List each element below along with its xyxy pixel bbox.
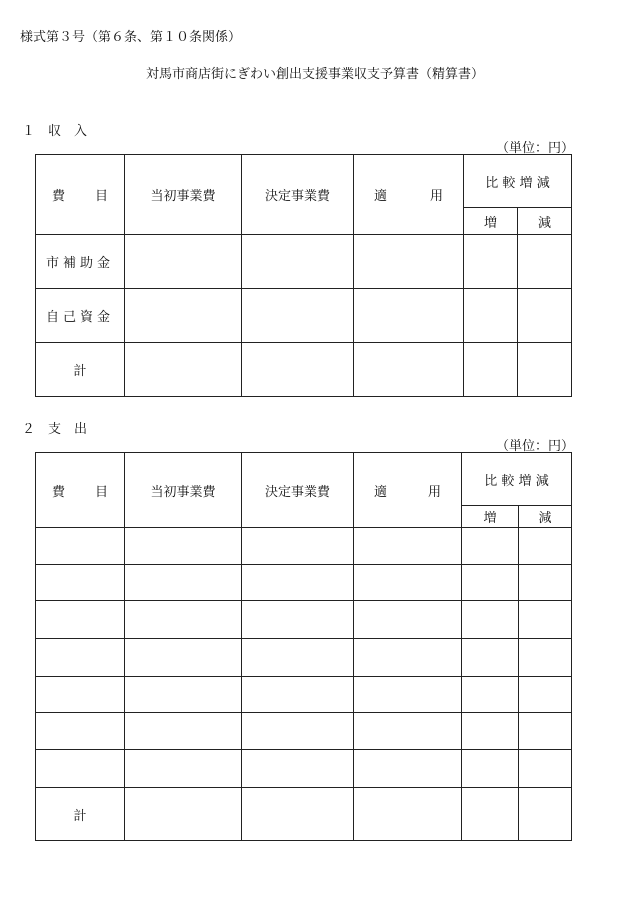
table-cell[interactable]	[242, 343, 354, 397]
table-row	[36, 343, 572, 397]
income-header-decrease: 減	[518, 208, 572, 235]
table-cell[interactable]	[125, 677, 242, 713]
table-cell[interactable]	[354, 713, 462, 750]
table-cell[interactable]	[518, 343, 572, 397]
income-row-label: 自己資金	[36, 289, 125, 343]
table-row	[36, 750, 572, 788]
table-cell[interactable]	[36, 528, 125, 565]
table-row	[36, 788, 572, 841]
table-cell[interactable]	[519, 601, 572, 639]
table-row	[36, 289, 572, 343]
table-cell[interactable]	[519, 565, 572, 601]
table-row	[36, 713, 572, 750]
table-cell[interactable]	[36, 565, 125, 601]
expense-unit-label: （単位：円）	[496, 439, 575, 454]
table-cell[interactable]	[462, 601, 519, 639]
table-cell[interactable]	[519, 677, 572, 713]
table-row	[36, 235, 572, 289]
table-cell[interactable]	[242, 528, 354, 565]
table-cell[interactable]	[519, 713, 572, 750]
income-row-label: 市補助金	[36, 235, 125, 289]
income-header-increase: 増	[464, 208, 518, 235]
income-unit-label: （単位：円）	[496, 141, 575, 156]
table-cell[interactable]	[125, 639, 242, 677]
table-cell[interactable]	[354, 750, 462, 788]
income-header-decided-cost: 決定事業費	[242, 155, 354, 235]
expense-header-increase: 増	[462, 506, 519, 528]
table-cell[interactable]	[125, 289, 242, 343]
table-cell[interactable]	[36, 601, 125, 639]
table-cell[interactable]	[462, 528, 519, 565]
table-cell[interactable]	[462, 713, 519, 750]
table-cell[interactable]	[242, 601, 354, 639]
form-number: 様式第３号（第６条、第１０条関係）	[20, 30, 242, 45]
income-section-title: １ 収 入	[22, 124, 88, 139]
table-cell[interactable]	[519, 528, 572, 565]
expense-section-title: ２ 支 出	[22, 422, 88, 437]
table-row	[36, 565, 572, 601]
table-cell[interactable]	[36, 750, 125, 788]
expense-header-initial-cost: 当初事業費	[125, 453, 242, 528]
table-cell[interactable]	[242, 235, 354, 289]
table-cell[interactable]	[242, 565, 354, 601]
table-cell[interactable]	[464, 343, 518, 397]
table-cell[interactable]	[125, 750, 242, 788]
expense-header-decided-cost: 決定事業費	[242, 453, 354, 528]
table-cell[interactable]	[354, 343, 464, 397]
table-cell[interactable]	[125, 565, 242, 601]
table-cell[interactable]	[464, 289, 518, 343]
table-cell[interactable]	[462, 639, 519, 677]
table-cell[interactable]	[354, 235, 464, 289]
income-table	[35, 154, 572, 397]
expense-header-comparison: 比 較 増 減	[462, 453, 572, 506]
table-cell[interactable]	[36, 677, 125, 713]
table-cell[interactable]	[354, 677, 462, 713]
table-row	[36, 528, 572, 565]
table-cell[interactable]	[354, 565, 462, 601]
table-cell[interactable]	[354, 601, 462, 639]
table-cell[interactable]	[242, 677, 354, 713]
income-header-item: 費 目	[36, 155, 125, 235]
table-cell[interactable]	[462, 677, 519, 713]
table-cell[interactable]	[354, 788, 462, 841]
table-cell[interactable]	[464, 235, 518, 289]
table-cell[interactable]	[242, 639, 354, 677]
table-row	[36, 601, 572, 639]
expense-header-remarks: 適 用	[354, 453, 462, 528]
income-header-remarks: 適 用	[354, 155, 464, 235]
table-cell[interactable]	[36, 713, 125, 750]
table-cell[interactable]	[354, 289, 464, 343]
table-cell[interactable]	[36, 639, 125, 677]
table-cell[interactable]	[242, 713, 354, 750]
table-cell[interactable]	[462, 750, 519, 788]
table-cell[interactable]	[242, 289, 354, 343]
expense-total-label: 計	[36, 788, 125, 841]
table-cell[interactable]	[519, 750, 572, 788]
expense-header-decrease: 減	[519, 506, 572, 528]
document-title: 対馬市商店街にぎわい創出支援事業収支予算書（精算書）	[145, 67, 484, 82]
income-header-initial-cost: 当初事業費	[125, 155, 242, 235]
table-cell[interactable]	[242, 788, 354, 841]
income-total-label: 計	[36, 343, 125, 397]
table-cell[interactable]	[462, 788, 519, 841]
table-cell[interactable]	[354, 528, 462, 565]
income-header-comparison: 比 較 増 減	[464, 155, 572, 208]
table-cell[interactable]	[354, 639, 462, 677]
expense-header-item: 費 目	[36, 453, 125, 528]
table-cell[interactable]	[125, 343, 242, 397]
table-cell[interactable]	[125, 601, 242, 639]
table-cell[interactable]	[125, 528, 242, 565]
table-cell[interactable]	[518, 289, 572, 343]
table-row	[36, 677, 572, 713]
table-cell[interactable]	[462, 565, 519, 601]
table-cell[interactable]	[125, 788, 242, 841]
table-cell[interactable]	[519, 639, 572, 677]
table-cell[interactable]	[518, 235, 572, 289]
expense-table	[35, 452, 572, 841]
table-row	[36, 639, 572, 677]
table-cell[interactable]	[125, 713, 242, 750]
table-cell[interactable]	[519, 788, 572, 841]
table-cell[interactable]	[242, 750, 354, 788]
table-cell[interactable]	[125, 235, 242, 289]
